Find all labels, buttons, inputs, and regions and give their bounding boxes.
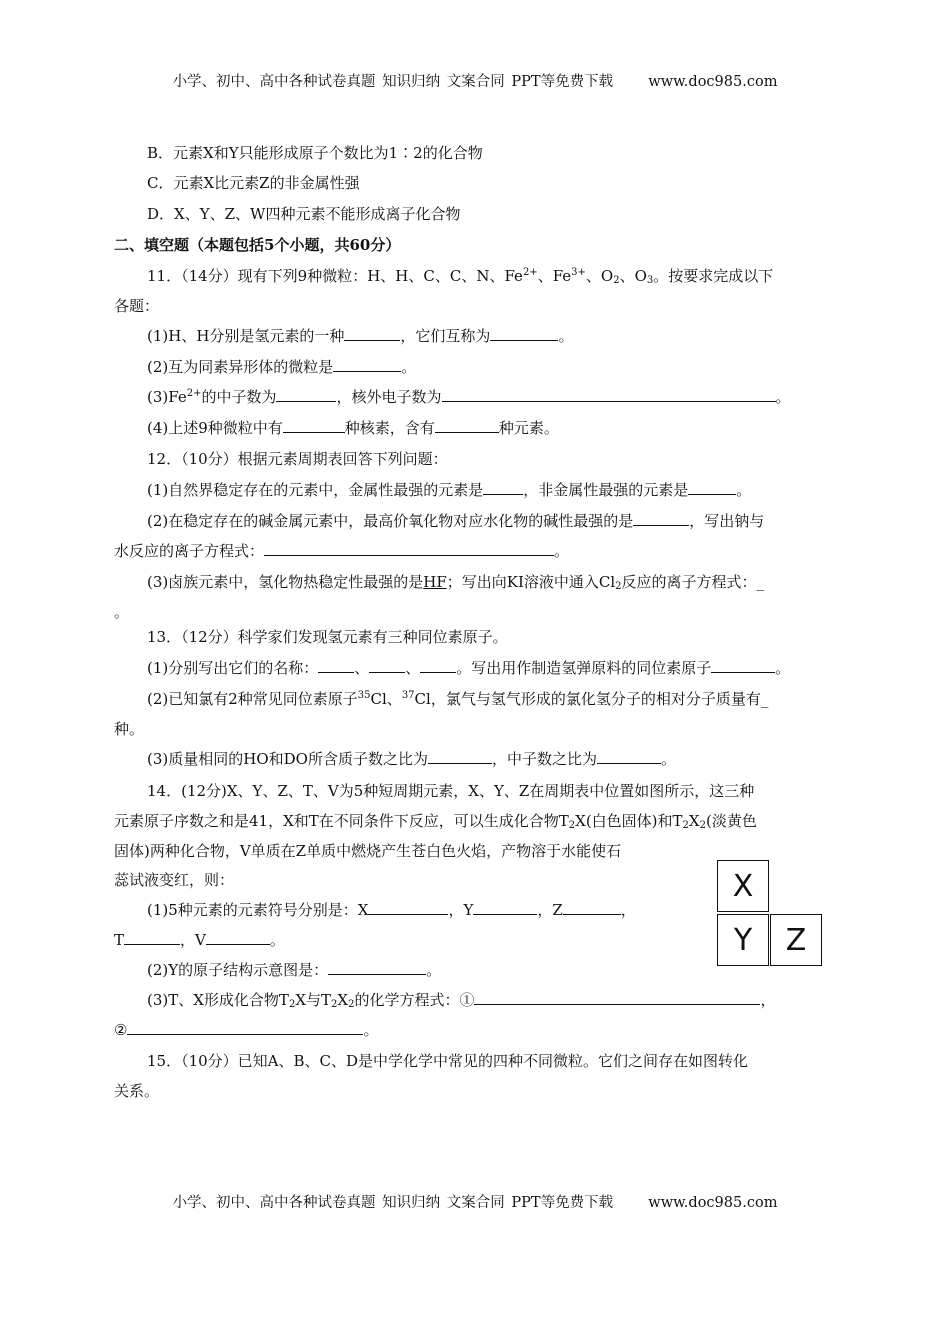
table-cell-x: X: [717, 860, 769, 912]
answer-blank[interactable]: [711, 657, 775, 673]
q12-part1: (1)自然界稳定存在的元素中，金属性最强的元素是 ，非金属性最强的元素是 。: [147, 481, 752, 499]
header-text: 小学、初中、高中各种试卷真题 知识归纳 文案合同 PPT等免费下载: [172, 74, 614, 90]
q12-intro: 12．（10分）根据元素周期表回答下列问题：: [147, 450, 448, 468]
q12-part3: (3)卤族元素中，氢化物热稳定性最强的是HF；写出向KI溶液中通入$Cl_2$反应的离子方程式：_: [147, 573, 765, 592]
answer-blank[interactable]: [473, 899, 537, 915]
answer-blank[interactable]: [420, 657, 456, 673]
q13-part2-cont: 种。: [114, 720, 145, 738]
option-b: B．元素X和Y只能形成原子个数比为1∶2的化合物: [147, 144, 483, 162]
q12-part2: (2)在稳定存在的碱金属元素中，最高价氧化物对应水化物的碱性最强的是 ，写出钠与: [147, 512, 765, 530]
footer-text: 小学、初中、高中各种试卷真题 知识归纳 文案合同 PPT等免费下载: [172, 1195, 614, 1211]
header-site: www.doc985.com: [648, 74, 778, 90]
answer-blank[interactable]: [369, 657, 405, 673]
answer-blank[interactable]: [276, 386, 336, 402]
option-d: D．X、Y、Z、W四种元素不能形成离子化合物: [147, 205, 461, 223]
table-cell-y: Y: [717, 914, 769, 966]
q14-part3: (3)T、X形成化合物$T_2X$与$T_2X_2$的化学方程式：① ，: [147, 991, 776, 1010]
q13-intro: 13．（12分）科学家们发现氢元素有三种同位素原子。: [147, 628, 508, 646]
q11-part1: (1)H、H分别是氢元素的一种 ，它们互称为 。: [147, 327, 574, 345]
answer-blank[interactable]: [318, 657, 354, 673]
q14-line2: 元素原子序数之和是41，X和T在不同条件下反应，可以生成化合物$T_2X$(白色固体)和$T_2X_2$(淡黄色: [114, 812, 757, 831]
q14-line3: 固体)两种化合物，V单质在Z单质中燃烧产生苍白色火焰，产物溶于水能使石: [114, 842, 622, 860]
answer-blank[interactable]: [442, 386, 776, 402]
q13-part2: (2)已知氯有2种常见同位素原子$^{35}$Cl、$^{37}$Cl，氯气与氢气形成的氯化氢分子的相对分子质量有_: [147, 690, 769, 708]
q14-part1-cont: T ，V 。: [114, 931, 285, 949]
answer-blank[interactable]: [127, 1019, 363, 1035]
footer-site: www.doc985.com: [648, 1195, 778, 1211]
q13-part3: (3)质量相同的HO和DO所含质子数之比为 ，中子数之比为 。: [147, 750, 676, 768]
answer-blank[interactable]: [688, 479, 736, 495]
page-footer: [0, 1191, 950, 1212]
q15-line2: 关系。: [114, 1082, 160, 1100]
answer-blank[interactable]: [206, 929, 270, 945]
answer-blank[interactable]: [490, 325, 558, 341]
answer-blank[interactable]: [633, 510, 689, 526]
answer-blank[interactable]: [483, 479, 523, 495]
q14-part2: (2)Y的原子结构示意图是： 。: [147, 961, 442, 979]
q11-part3: $(3)Fe^{2+}$的中子数为 ，核外电子数为 。: [147, 388, 791, 406]
q14-line1: 14．(12分)X、Y、Z、T、V为5种短周期元素，X、Y、Z在周期表中位置如图所示，这三种: [147, 782, 755, 800]
table-cell-z: Z: [770, 914, 822, 966]
q12-part2-cont: 水反应的离子方程式： 。: [114, 542, 570, 560]
q14-part1: (1)5种元素的元素符号分别是：X ，Y ，Z ，: [147, 901, 636, 919]
answer-blank[interactable]: [474, 989, 760, 1005]
answer-blank[interactable]: [368, 899, 448, 915]
q12-answer-hf: HF: [423, 573, 447, 591]
page-header: [0, 70, 950, 91]
q11-intro-cont: 各题：: [114, 297, 160, 315]
answer-blank[interactable]: [597, 748, 661, 764]
q14-part3-cont: ② 。: [114, 1021, 379, 1039]
q14-line4: 蕊试液变红，则：: [114, 871, 235, 889]
answer-blank[interactable]: [435, 417, 499, 433]
q15-line1: 15．（10分）已知A、B、C、D是中学化学中常见的四种不同微粒。它们之间存在如图转化: [147, 1052, 749, 1070]
option-c: C．元素X比元素Z的非金属性强: [147, 174, 360, 192]
answer-blank[interactable]: [333, 356, 401, 372]
q11-part2: (2)互为同素异形体的微粒是 。: [147, 358, 417, 376]
answer-blank[interactable]: [124, 929, 180, 945]
q11-part4: (4)上述9种微粒中有 种核素，含有 种元素。: [147, 419, 559, 437]
q13-part1: (1)分别写出它们的名称： 、 、 。写出用作制造氢弹原料的同位素原子 。: [147, 659, 791, 677]
q12-part3-end: 。: [114, 603, 130, 621]
answer-blank[interactable]: [328, 959, 426, 975]
answer-blank[interactable]: [563, 899, 621, 915]
answer-blank[interactable]: [428, 748, 492, 764]
section-title: 二、填空题（本题包括5个小题，共60分）: [114, 236, 401, 254]
answer-blank[interactable]: [283, 417, 345, 433]
answer-blank[interactable]: [344, 325, 400, 341]
q11-intro: 11．（14分）现有下列9种微粒：H、H、C、C、N、$Fe^{2+}$、$Fe^{3+}$、$O_2$、$O_3$。按要求完成以下: [147, 267, 774, 286]
answer-blank[interactable]: [264, 540, 554, 556]
